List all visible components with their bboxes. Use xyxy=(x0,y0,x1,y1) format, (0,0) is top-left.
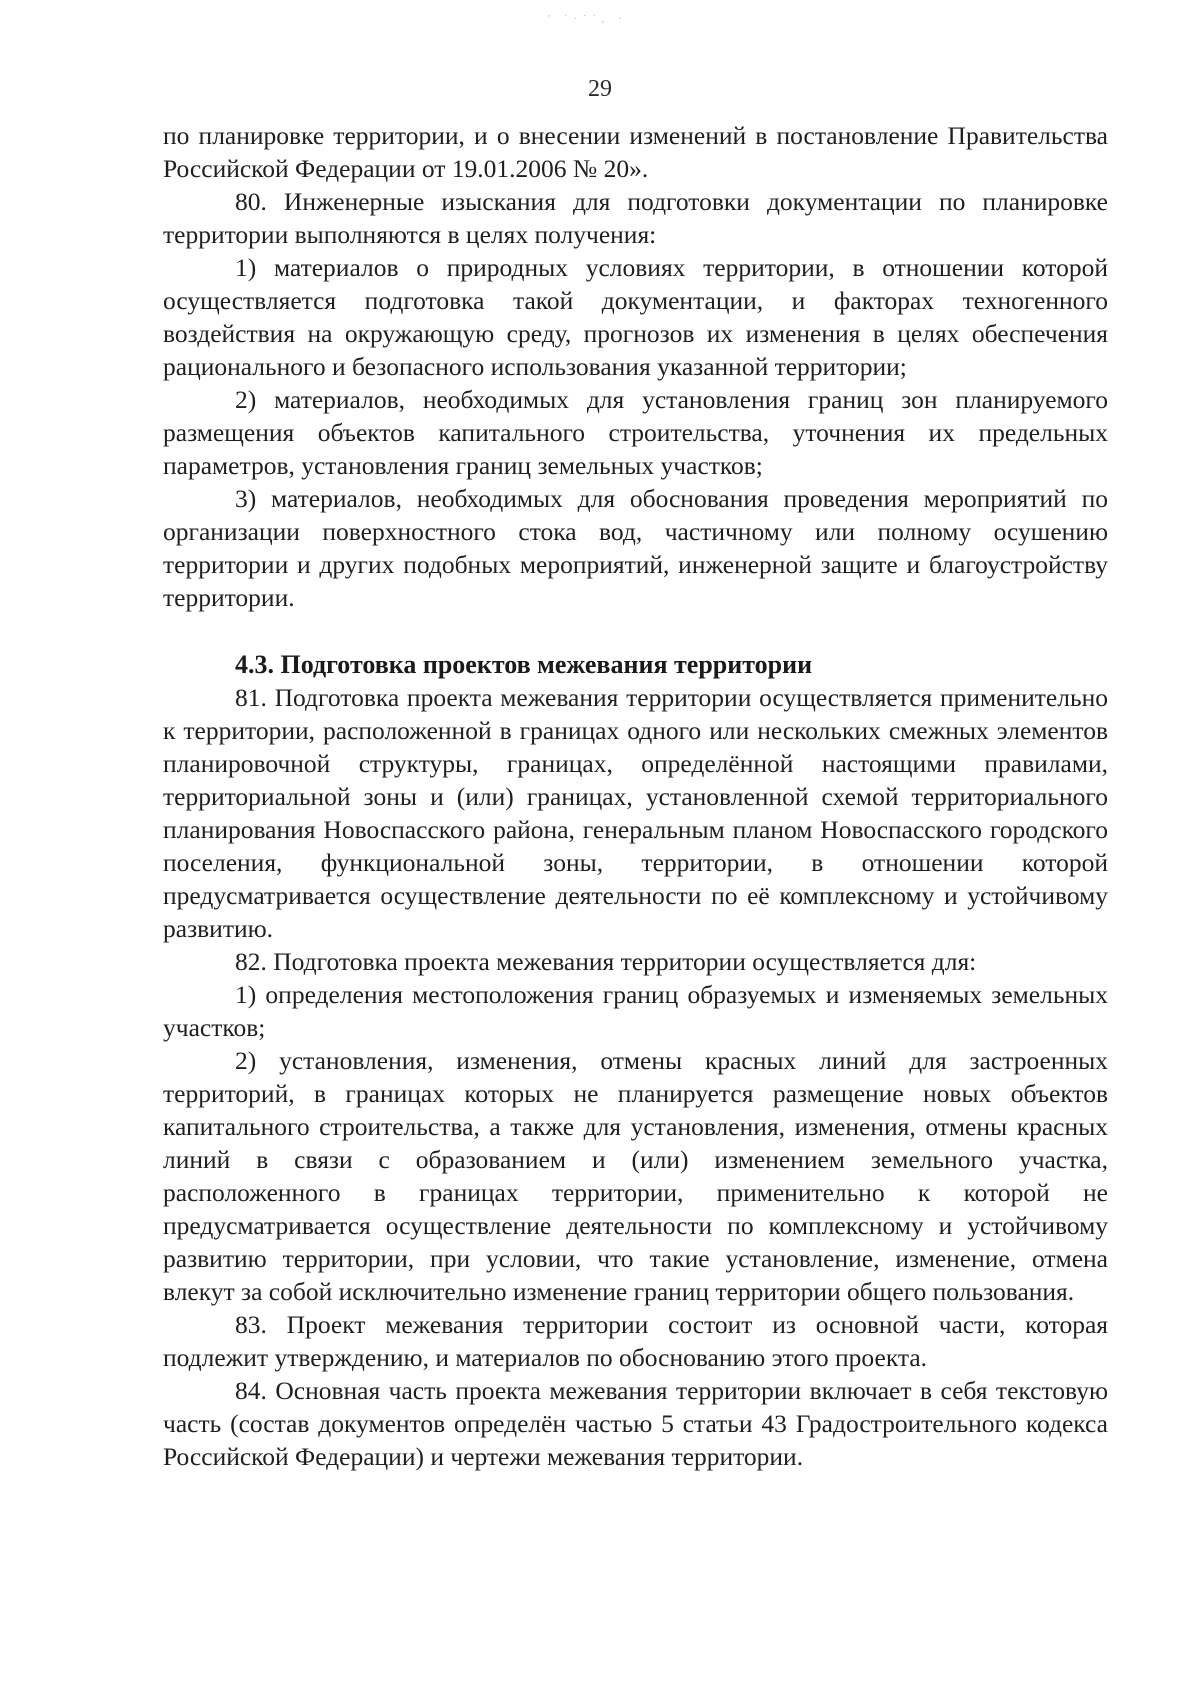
paragraph-continuation: по планировке территории, и о внесении изменений в постановление Правительства Российской Федерации от 19.01.2006 № 20». xyxy=(163,121,1108,183)
paragraph-82: 82. Подготовка проекта межевания территории осуществляется для: xyxy=(235,947,977,976)
section-heading: 4.3. Подготовка проектов межевания территории xyxy=(235,650,813,679)
paragraph-83: 83. Проект межевания территории состоит из основной части, которая подлежит утверждению, и материалов по обоснованию этого проекта. xyxy=(163,1310,1108,1372)
page-number: 29 xyxy=(588,76,612,102)
paragraph-80-item-1: 1) материалов о природных условиях территории, в отношении которой осуществляется подготовка такой документации, и факторах техногенного воздействия на окружающую среду, прогнозов их изменения в целях обеспечения рационального и безопасного использования указанной территории; xyxy=(163,253,1108,381)
paragraph-80-item-3: 3) материалов, необходимых для обоснования проведения мероприятий по организации поверхностного стока вод, частичному или полному осушению территории и других подобных мероприятий, инженерной защите и благоустройству территории. xyxy=(163,484,1108,612)
scan-artifact: ' ˙·˙˙, · xyxy=(548,14,628,25)
page-body xyxy=(163,119,1108,1473)
paragraph-84: 84. Основная часть проекта межевания территории включает в себя текстовую часть (состав документов определён частью 5 статьи 43 Градостроительного кодекса Российской Федерации) и чертежи межевания территории. xyxy=(163,1376,1108,1471)
paragraph-82-item-1: 1) определения местоположения границ образуемых и изменяемых земельных участков; xyxy=(163,980,1108,1042)
paragraph-80: 80. Инженерные изыскания для подготовки документации по планировке территории выполняются в целях получения: xyxy=(163,187,1108,249)
paragraph-80-item-2: 2) материалов, необходимых для установления границ зон планируемого размещения объектов капитального строительства, уточнения их предельных параметров, установления границ земельных участков; xyxy=(163,385,1108,480)
paragraph-81: 81. Подготовка проекта межевания территории осуществляется применительно к территории, расположенной в границах одного или нескольких смежных элементов планировочной структуры, границах, определённой настоящими правилами, территориальной зоны и (или) границах, установленной схемой территориального планирования Новоспасского района, генеральным планом Новоспасского городского поселения, функциональной зоны, территории, в отношении которой предусматривается осуществление деятельности по её комплексному и устойчивому развитию. xyxy=(163,683,1108,943)
paragraph-82-item-2: 2) установления, изменения, отмены красных линий для застроенных территорий, в границах которых не планируется размещение новых объектов капитального строительства, а также для установления, изменения, отмены красных линий в связи с образованием и (или) изменением земельного участка, расположенного в границах территории, применительно к которой не предусматривается осуществление деятельности по комплексному и устойчивому развитию территории, при условии, что такие установление, изменение, отмена влекут за собой исключительно изменение границ территории общего пользования. xyxy=(163,1046,1108,1306)
